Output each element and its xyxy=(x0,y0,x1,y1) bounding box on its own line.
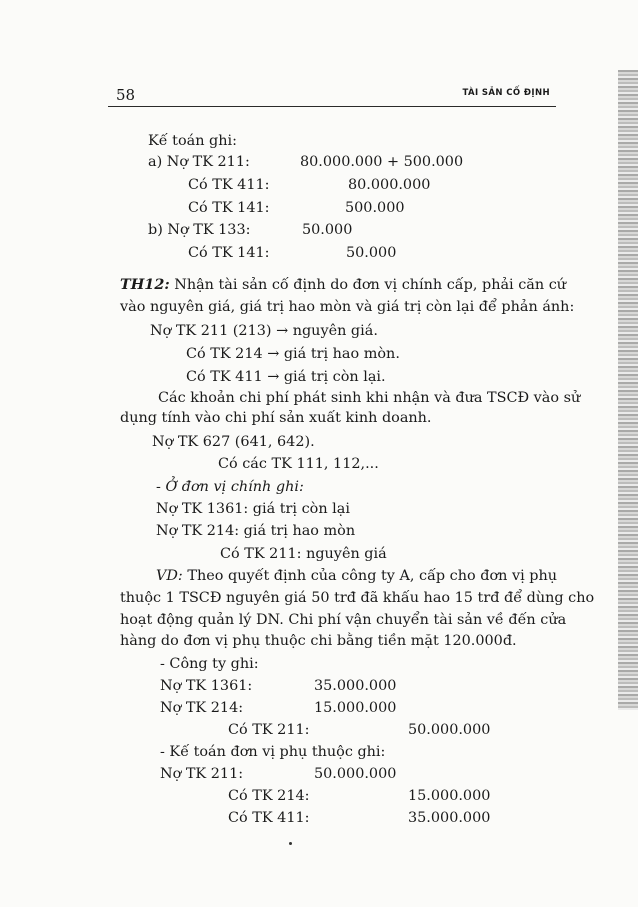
th12-entry-credit-1: Có TK 214 → giá trị hao mòn. xyxy=(186,346,400,362)
entry-a-debit: a) Nợ TK 211: xyxy=(148,154,250,170)
ink-speck xyxy=(289,842,292,845)
unit-heading-text: Ở đơn vị chính ghi: xyxy=(165,479,304,495)
entry-b-debit-amount: 50.000 xyxy=(302,222,353,238)
entry-a-credit-1: Có TK 411: xyxy=(188,177,270,193)
header-divider xyxy=(108,106,556,107)
running-header: TÀI SẢN CỐ ĐỊNH xyxy=(462,88,550,98)
company-debit-2: Nợ TK 214: xyxy=(160,700,244,716)
example-line-3: hoạt động quản lý DN. Chi phí vận chuyển tài sản về đến cửa xyxy=(120,612,567,628)
th12-label: TH12: xyxy=(120,276,170,293)
unit-heading-dash: - xyxy=(156,479,166,495)
entry-a-credit-2: Có TK 141: xyxy=(188,200,270,216)
entry-a-credit-2-amount: 500.000 xyxy=(345,200,405,216)
example-text: Theo quyết định của công ty A, cấp cho đơn vị phụ xyxy=(182,568,558,584)
subsidiary-debit: Nợ TK 211: xyxy=(160,766,244,782)
cost-credit-entry: Có các TK 111, 112,... xyxy=(218,456,379,472)
page-number: 58 xyxy=(116,86,136,104)
company-heading: - Công ty ghi: xyxy=(160,656,259,672)
cost-paragraph-line-2: dụng tính vào chi phí sản xuất kinh doanh. xyxy=(120,410,432,426)
th12-entry-credit-2: Có TK 411 → giá trị còn lại. xyxy=(186,369,386,385)
page-binding-edge xyxy=(618,70,638,710)
th12-paragraph-line-2: vào nguyên giá, giá trị hao mòn và giá trị còn lại để phản ánh: xyxy=(120,299,575,315)
th12-text: Nhận tài sản cố định do đơn vị chính cấp, phải căn cứ xyxy=(169,277,567,293)
subsidiary-credit-2-amount: 35.000.000 xyxy=(408,810,491,826)
example-line-1 xyxy=(156,567,557,585)
subsidiary-credit-2: Có TK 411: xyxy=(228,810,310,826)
unit-credit: Có TK 211: nguyên giá xyxy=(220,546,387,562)
cost-paragraph-line-1: Các khoản chi phí phát sinh khi nhận và đưa TSCĐ vào sử xyxy=(158,390,581,406)
th12-paragraph-line-1 xyxy=(120,276,566,294)
entry-b-credit-amount: 50.000 xyxy=(346,245,397,261)
th12-entry-debit: Nợ TK 211 (213) → nguyên giá. xyxy=(150,323,378,339)
subsidiary-credit-1: Có TK 214: xyxy=(228,788,310,804)
entry-b-debit: b) Nợ TK 133: xyxy=(148,222,251,238)
entry-b-credit: Có TK 141: xyxy=(188,245,270,261)
unit-debit-1: Nợ TK 1361: giá trị còn lại xyxy=(156,501,350,517)
cost-debit-entry: Nợ TK 627 (641, 642). xyxy=(152,434,315,450)
unit-debit-2: Nợ TK 214: giá trị hao mòn xyxy=(156,523,356,539)
entry-a-credit-1-amount: 80.000.000 xyxy=(348,177,431,193)
example-label: VD: xyxy=(156,568,183,584)
company-debit-1-amount: 35.000.000 xyxy=(314,678,397,694)
company-credit: Có TK 211: xyxy=(228,722,310,738)
company-credit-amount: 50.000.000 xyxy=(408,722,491,738)
accounting-heading: Kế toán ghi: xyxy=(148,133,237,149)
company-debit-1: Nợ TK 1361: xyxy=(160,678,253,694)
example-line-2: thuộc 1 TSCĐ nguyên giá 50 trđ đã khấu hao 15 trđ để dùng cho xyxy=(120,590,595,606)
unit-heading xyxy=(156,478,304,496)
subsidiary-heading: - Kế toán đơn vị phụ thuộc ghi: xyxy=(160,744,386,760)
company-debit-2-amount: 15.000.000 xyxy=(314,700,397,716)
subsidiary-debit-amount: 50.000.000 xyxy=(314,766,397,782)
example-line-4: hàng do đơn vị phụ thuộc chi bằng tiền mặt 120.000đ. xyxy=(120,633,517,649)
subsidiary-credit-1-amount: 15.000.000 xyxy=(408,788,491,804)
entry-a-debit-amount: 80.000.000 + 500.000 xyxy=(300,154,464,170)
